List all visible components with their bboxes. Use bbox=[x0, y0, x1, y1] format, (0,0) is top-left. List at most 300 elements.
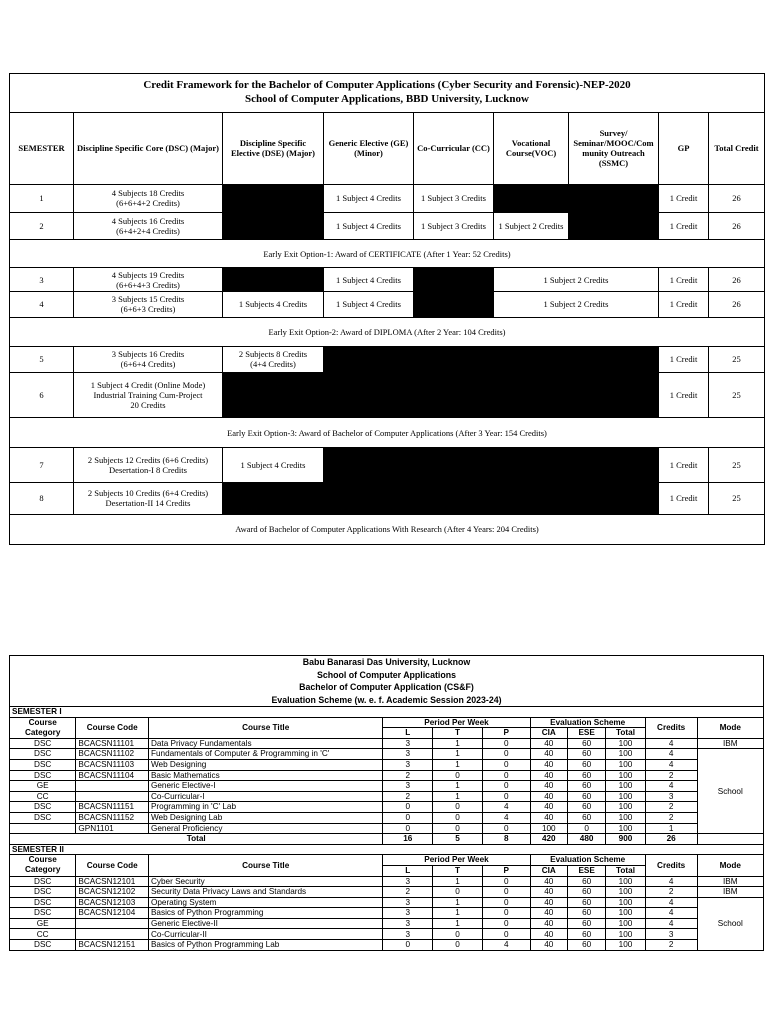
dsc-cell bbox=[74, 346, 223, 372]
dsc-line: Desertation-II 14 Credits bbox=[105, 498, 191, 509]
period-l: 3 bbox=[383, 908, 433, 919]
framework-row bbox=[10, 292, 765, 317]
period-p: 0 bbox=[482, 876, 530, 887]
course-row bbox=[10, 770, 764, 781]
dsc-cell bbox=[74, 292, 223, 317]
exit-option-2: Early Exit Option-2: Award of DIPLOMA (After 2 Year: 104 Credits) bbox=[10, 317, 765, 346]
period-p: 0 bbox=[482, 918, 530, 929]
course-mode: IBM bbox=[697, 738, 763, 749]
col-course-title: Course Title bbox=[148, 855, 382, 876]
course-title: Programming in 'C' Lab bbox=[148, 802, 382, 813]
total-cell: 26 bbox=[709, 212, 765, 239]
eval-total: 100 bbox=[606, 940, 645, 951]
col-course-code: Course Code bbox=[76, 855, 149, 876]
eval-total: 100 bbox=[606, 897, 645, 908]
scheme-title-line3: Bachelor of Computer Application (CS&F) bbox=[299, 682, 474, 692]
semester-number: 6 bbox=[10, 372, 74, 417]
col-mode: Mode bbox=[697, 717, 763, 738]
period-l: 0 bbox=[383, 802, 433, 813]
blank-cell bbox=[223, 482, 659, 514]
period-t: 1 bbox=[433, 897, 483, 908]
total-credits: 26 bbox=[645, 834, 697, 845]
credit-framework-table bbox=[9, 73, 765, 545]
semester-label-filler bbox=[148, 707, 763, 718]
course-row bbox=[10, 791, 764, 802]
total-p: 8 bbox=[482, 834, 530, 845]
course-code bbox=[76, 791, 149, 802]
eval-ese: 60 bbox=[567, 887, 605, 898]
course-title: Fundamentals of Computer & Programming in 'C' bbox=[148, 749, 382, 760]
course-credits: 2 bbox=[645, 887, 697, 898]
dsc-line: 4 Subjects 16 Credits bbox=[111, 215, 185, 226]
voc-cell: 1 Subject 2 Credits bbox=[494, 212, 569, 239]
dsc-line: Desertation-I 8 Credits bbox=[109, 464, 187, 475]
period-l: 3 bbox=[383, 781, 433, 792]
course-code: BCACSN11151 bbox=[76, 802, 149, 813]
semester-1-total-label: Total bbox=[10, 834, 383, 845]
period-p: 0 bbox=[482, 929, 530, 940]
eval-cia: 40 bbox=[530, 887, 567, 898]
course-code: BCACSN12103 bbox=[76, 897, 149, 908]
period-l: 3 bbox=[383, 929, 433, 940]
dsc-line: 20 Credits bbox=[130, 399, 166, 410]
dse-line: 2 Subjects 8 Credits bbox=[238, 349, 308, 360]
period-t: 0 bbox=[433, 812, 483, 823]
period-p: 4 bbox=[482, 812, 530, 823]
semester-number: 8 bbox=[10, 482, 74, 514]
framework-row bbox=[10, 448, 765, 482]
dsc-line: 2 Subjects 10 Credits (6+4 Credits) bbox=[87, 488, 209, 499]
dsc-line: Industrial Training Cum-Project bbox=[93, 389, 203, 400]
course-category: DSC bbox=[10, 749, 76, 760]
course-row bbox=[10, 897, 764, 908]
course-credits: 4 bbox=[645, 876, 697, 887]
eval-cia: 100 bbox=[530, 823, 567, 834]
header-semester: SEMESTER bbox=[10, 113, 74, 184]
course-category: DSC bbox=[10, 887, 76, 898]
eval-total: 100 bbox=[606, 791, 645, 802]
course-title: Basic Mathematics bbox=[148, 770, 382, 781]
course-code: BCACSN12104 bbox=[76, 908, 149, 919]
eval-cia: 40 bbox=[530, 929, 567, 940]
period-l: 0 bbox=[383, 940, 433, 951]
header-ssmc: Survey/ Seminar/MOOC/Com munity Outreach (SSMC) bbox=[569, 113, 659, 184]
course-category: DSC bbox=[10, 908, 76, 919]
cc-cell: 1 Subject 3 Credits bbox=[414, 212, 494, 239]
eval-cia: 40 bbox=[530, 738, 567, 749]
col-cia: CIA bbox=[530, 865, 567, 876]
course-code: BCACSN11152 bbox=[76, 812, 149, 823]
col-t: T bbox=[433, 728, 483, 739]
course-row bbox=[10, 802, 764, 813]
eval-total: 100 bbox=[606, 876, 645, 887]
framework-row bbox=[10, 184, 765, 212]
gp-cell: 1 Credit bbox=[659, 292, 709, 317]
scheme-title-line4: Evaluation Scheme (w. e. f. Academic Session 2023-24) bbox=[271, 694, 502, 705]
blank-cell bbox=[223, 268, 324, 292]
total-cell: 26 bbox=[709, 292, 765, 317]
col-course-category: Course Category bbox=[10, 717, 76, 738]
period-t: 1 bbox=[433, 738, 483, 749]
dsc-cell bbox=[74, 212, 223, 239]
semester-2-label: SEMESTER II bbox=[10, 844, 149, 855]
period-l: 0 bbox=[383, 823, 433, 834]
period-l: 3 bbox=[383, 918, 433, 929]
semester-number: 1 bbox=[10, 184, 74, 212]
total-ese: 480 bbox=[567, 834, 605, 845]
course-category: DSC bbox=[10, 738, 76, 749]
course-row bbox=[10, 908, 764, 919]
course-title: Web Designing bbox=[148, 759, 382, 770]
header-ge: Generic Elective (GE) (Minor) bbox=[324, 113, 414, 184]
course-category: DSC bbox=[10, 876, 76, 887]
gp-cell: 1 Credit bbox=[659, 184, 709, 212]
total-total: 900 bbox=[606, 834, 645, 845]
col-ese: ESE bbox=[567, 865, 605, 876]
blank-cell bbox=[494, 184, 659, 212]
course-title: Operating System bbox=[148, 897, 382, 908]
framework-title-line2: School of Computer Applications, BBD University, Lucknow bbox=[244, 93, 529, 106]
period-t: 0 bbox=[433, 929, 483, 940]
period-t: 1 bbox=[433, 749, 483, 760]
total-cell: 25 bbox=[709, 448, 765, 482]
course-row bbox=[10, 940, 764, 951]
eval-ese: 60 bbox=[567, 908, 605, 919]
total-mode bbox=[697, 834, 763, 845]
period-p: 0 bbox=[482, 759, 530, 770]
course-row bbox=[10, 738, 764, 749]
period-t: 1 bbox=[433, 876, 483, 887]
eval-cia: 40 bbox=[530, 749, 567, 760]
course-credits: 1 bbox=[645, 823, 697, 834]
period-t: 1 bbox=[433, 791, 483, 802]
exit-option-3: Early Exit Option-3: Award of Bachelor of Computer Applications (After 3 Year: 154 Credits) bbox=[10, 418, 765, 448]
dsc-line: (6+4+2+4 Credits) bbox=[116, 225, 180, 236]
dsc-cell bbox=[74, 268, 223, 292]
course-category: DSC bbox=[10, 802, 76, 813]
blank-cell bbox=[414, 268, 494, 317]
framework-row bbox=[10, 212, 765, 239]
framework-row bbox=[10, 482, 765, 514]
course-credits: 2 bbox=[645, 770, 697, 781]
period-t: 0 bbox=[433, 887, 483, 898]
total-cell: 25 bbox=[709, 482, 765, 514]
course-row bbox=[10, 781, 764, 792]
period-l: 3 bbox=[383, 759, 433, 770]
course-title: Generic Elective-I bbox=[148, 781, 382, 792]
col-mode: Mode bbox=[697, 855, 763, 876]
period-t: 1 bbox=[433, 781, 483, 792]
eval-ese: 60 bbox=[567, 929, 605, 940]
period-p: 0 bbox=[482, 897, 530, 908]
dsc-cell bbox=[74, 372, 223, 417]
course-code: GPN1101 bbox=[76, 823, 149, 834]
semester-2-rows bbox=[10, 876, 764, 950]
eval-total: 100 bbox=[606, 918, 645, 929]
eval-ese: 60 bbox=[567, 781, 605, 792]
course-code: BCACSN12102 bbox=[76, 887, 149, 898]
course-code bbox=[76, 918, 149, 929]
course-category: CC bbox=[10, 929, 76, 940]
course-code: BCACSN12101 bbox=[76, 876, 149, 887]
course-credits: 4 bbox=[645, 918, 697, 929]
semester-1-rows bbox=[10, 738, 764, 833]
course-title: Basics of Python Programming bbox=[148, 908, 382, 919]
eval-total: 100 bbox=[606, 812, 645, 823]
voc-cell: 1 Subject 2 Credits bbox=[494, 292, 659, 317]
eval-cia: 40 bbox=[530, 940, 567, 951]
col-evaluation-scheme: Evaluation Scheme bbox=[530, 855, 645, 866]
course-category: DSC bbox=[10, 770, 76, 781]
semester-number: 4 bbox=[10, 292, 74, 317]
eval-ese: 60 bbox=[567, 770, 605, 781]
gp-cell: 1 Credit bbox=[659, 268, 709, 292]
course-row bbox=[10, 823, 764, 834]
course-code: BCACSN11101 bbox=[76, 738, 149, 749]
course-code bbox=[76, 929, 149, 940]
course-row bbox=[10, 929, 764, 940]
course-mode-group: School bbox=[697, 897, 763, 950]
scheme-title bbox=[10, 656, 764, 707]
header-dse: Discipline Specific Elective (DSE) (Major) bbox=[223, 113, 324, 184]
total-l: 16 bbox=[383, 834, 433, 845]
total-cell: 26 bbox=[709, 268, 765, 292]
dsc-line: 1 Subject 4 Credit (Online Mode) bbox=[90, 379, 206, 390]
course-mode: IBM bbox=[697, 876, 763, 887]
course-code: BCACSN11103 bbox=[76, 759, 149, 770]
course-category: DSC bbox=[10, 897, 76, 908]
period-t: 1 bbox=[433, 759, 483, 770]
eval-ese: 60 bbox=[567, 897, 605, 908]
course-category bbox=[10, 823, 76, 834]
total-cell: 26 bbox=[709, 184, 765, 212]
period-p: 4 bbox=[482, 802, 530, 813]
blank-cell bbox=[324, 448, 659, 482]
eval-cia: 40 bbox=[530, 802, 567, 813]
gp-cell: 1 Credit bbox=[659, 448, 709, 482]
dsc-line: 4 Subjects 18 Credits bbox=[111, 188, 185, 199]
eval-ese: 60 bbox=[567, 918, 605, 929]
dsc-line: 2 Subjects 12 Credits (6+6 Credits) bbox=[87, 454, 209, 465]
col-evaluation-scheme: Evaluation Scheme bbox=[530, 717, 645, 728]
header-gp: GP bbox=[659, 113, 709, 184]
blank-cell bbox=[223, 184, 324, 212]
course-title: Data Privacy Fundamentals bbox=[148, 738, 382, 749]
course-credits: 4 bbox=[645, 759, 697, 770]
col-period-per-week: Period Per Week bbox=[383, 855, 530, 866]
framework-title bbox=[10, 74, 765, 113]
period-l: 3 bbox=[383, 738, 433, 749]
eval-cia: 40 bbox=[530, 791, 567, 802]
header-total-credit: Total Credit bbox=[709, 113, 765, 184]
framework-row bbox=[10, 346, 765, 372]
dsc-cell bbox=[74, 184, 223, 212]
course-mode: IBM bbox=[697, 887, 763, 898]
gp-cell: 1 Credit bbox=[659, 372, 709, 417]
col-period-per-week: Period Per Week bbox=[383, 717, 530, 728]
col-total: Total bbox=[606, 728, 645, 739]
eval-cia: 40 bbox=[530, 781, 567, 792]
course-credits: 4 bbox=[645, 781, 697, 792]
eval-total: 100 bbox=[606, 781, 645, 792]
total-cia: 420 bbox=[530, 834, 567, 845]
scheme-title-line1: Babu Banarasi Das University, Lucknow bbox=[302, 657, 471, 667]
eval-total: 100 bbox=[606, 887, 645, 898]
course-credits: 4 bbox=[645, 897, 697, 908]
period-p: 0 bbox=[482, 823, 530, 834]
course-credits: 4 bbox=[645, 908, 697, 919]
course-credits: 2 bbox=[645, 940, 697, 951]
eval-cia: 40 bbox=[530, 908, 567, 919]
period-p: 0 bbox=[482, 791, 530, 802]
cc-cell: 1 Subject 3 Credits bbox=[414, 184, 494, 212]
col-l: L bbox=[383, 865, 433, 876]
eval-ese: 60 bbox=[567, 791, 605, 802]
period-t: 0 bbox=[433, 823, 483, 834]
blank-cell bbox=[223, 212, 324, 239]
period-l: 3 bbox=[383, 876, 433, 887]
eval-ese: 60 bbox=[567, 738, 605, 749]
eval-total: 100 bbox=[606, 749, 645, 760]
dse-cell: 1 Subjects 4 Credits bbox=[223, 292, 324, 317]
framework-title-line1: Credit Framework for the Bachelor of Computer Applications (Cyber Security and Forensic)-NEP-2020 bbox=[143, 79, 631, 92]
dse-line: (4+4 Credits) bbox=[250, 359, 296, 370]
course-row bbox=[10, 876, 764, 887]
col-course-category: Course Category bbox=[10, 855, 76, 876]
col-l: L bbox=[383, 728, 433, 739]
course-title: Co-Curricular-I bbox=[148, 791, 382, 802]
eval-ese: 60 bbox=[567, 876, 605, 887]
col-credits: Credits bbox=[645, 717, 697, 738]
period-l: 2 bbox=[383, 770, 433, 781]
dsc-line: (6+6+3 Credits) bbox=[120, 304, 176, 315]
dsc-cell bbox=[74, 482, 223, 514]
semester-number: 2 bbox=[10, 212, 74, 239]
course-title: Cyber Security bbox=[148, 876, 382, 887]
course-title: Basics of Python Programming Lab bbox=[148, 940, 382, 951]
dsc-line: 4 Subjects 19 Credits bbox=[111, 269, 185, 280]
course-credits: 2 bbox=[645, 802, 697, 813]
dsc-line: (6+6+4+2 Credits) bbox=[116, 198, 180, 209]
ge-cell: 1 Subject 4 Credits bbox=[324, 268, 414, 292]
total-cell: 25 bbox=[709, 372, 765, 417]
course-title: Security Data Privacy Laws and Standards bbox=[148, 887, 382, 898]
course-title: Web Designing Lab bbox=[148, 812, 382, 823]
eval-total: 100 bbox=[606, 802, 645, 813]
semester-number: 3 bbox=[10, 268, 74, 292]
semester-label-filler bbox=[148, 844, 763, 855]
course-title: Co-Curricular-II bbox=[148, 929, 382, 940]
scheme-title-line2: School of Computer Applications bbox=[317, 669, 456, 680]
voc-cell: 1 Subject 2 Credits bbox=[494, 268, 659, 292]
col-total: Total bbox=[606, 865, 645, 876]
course-category: DSC bbox=[10, 812, 76, 823]
period-p: 4 bbox=[482, 940, 530, 951]
dsc-line: (6+6+4 Credits) bbox=[120, 359, 176, 370]
eval-cia: 40 bbox=[530, 876, 567, 887]
course-code bbox=[76, 781, 149, 792]
period-l: 3 bbox=[383, 897, 433, 908]
eval-cia: 40 bbox=[530, 897, 567, 908]
period-p: 0 bbox=[482, 770, 530, 781]
course-mode-group: School bbox=[697, 749, 763, 834]
eval-ese: 60 bbox=[567, 812, 605, 823]
col-cia: CIA bbox=[530, 728, 567, 739]
eval-ese: 60 bbox=[567, 940, 605, 951]
period-l: 3 bbox=[383, 749, 433, 760]
evaluation-scheme-table bbox=[9, 655, 764, 951]
eval-ese: 0 bbox=[567, 823, 605, 834]
eval-total: 100 bbox=[606, 908, 645, 919]
period-p: 0 bbox=[482, 749, 530, 760]
course-credits: 3 bbox=[645, 791, 697, 802]
period-p: 0 bbox=[482, 781, 530, 792]
ge-cell: 1 Subject 4 Credits bbox=[324, 184, 414, 212]
col-p: P bbox=[482, 728, 530, 739]
ge-cell: 1 Subject 4 Credits bbox=[324, 212, 414, 239]
blank-cell bbox=[569, 212, 659, 239]
eval-total: 100 bbox=[606, 929, 645, 940]
eval-total: 100 bbox=[606, 770, 645, 781]
period-p: 0 bbox=[482, 738, 530, 749]
col-t: T bbox=[433, 865, 483, 876]
course-credits: 4 bbox=[645, 738, 697, 749]
course-row bbox=[10, 918, 764, 929]
eval-total: 100 bbox=[606, 738, 645, 749]
course-row bbox=[10, 887, 764, 898]
eval-cia: 40 bbox=[530, 812, 567, 823]
period-t: 0 bbox=[433, 770, 483, 781]
gp-cell: 1 Credit bbox=[659, 212, 709, 239]
semester-number: 5 bbox=[10, 346, 74, 372]
eval-ese: 60 bbox=[567, 802, 605, 813]
course-credits: 3 bbox=[645, 929, 697, 940]
period-l: 2 bbox=[383, 887, 433, 898]
course-code: BCACSN12151 bbox=[76, 940, 149, 951]
course-category: GE bbox=[10, 781, 76, 792]
period-t: 1 bbox=[433, 908, 483, 919]
dsc-cell bbox=[74, 448, 223, 482]
blank-cell bbox=[223, 372, 659, 417]
dse-cell: 1 Subject 4 Credits bbox=[223, 448, 324, 482]
eval-cia: 40 bbox=[530, 770, 567, 781]
ge-cell: 1 Subject 4 Credits bbox=[324, 292, 414, 317]
course-row bbox=[10, 759, 764, 770]
header-voc: Vocational Course(VOC) bbox=[494, 113, 569, 184]
course-category: DSC bbox=[10, 940, 76, 951]
eval-cia: 40 bbox=[530, 918, 567, 929]
course-category: GE bbox=[10, 918, 76, 929]
course-row bbox=[10, 749, 764, 760]
total-t: 5 bbox=[433, 834, 483, 845]
header-cc: Co-Curricular (CC) bbox=[414, 113, 494, 184]
semester-number: 7 bbox=[10, 448, 74, 482]
gp-cell: 1 Credit bbox=[659, 482, 709, 514]
course-row bbox=[10, 812, 764, 823]
period-t: 0 bbox=[433, 940, 483, 951]
dsc-line: 3 Subjects 15 Credits bbox=[111, 294, 185, 305]
eval-ese: 60 bbox=[567, 749, 605, 760]
award-research: Award of Bachelor of Computer Applications With Research (After 4 Years: 204 Credits) bbox=[10, 514, 765, 544]
course-title: General Proficiency bbox=[148, 823, 382, 834]
dsc-line: 3 Subjects 16 Credits bbox=[111, 349, 185, 360]
course-code: BCACSN11104 bbox=[76, 770, 149, 781]
semester-1-label: SEMESTER I bbox=[10, 707, 149, 718]
col-course-code: Course Code bbox=[76, 717, 149, 738]
course-credits: 2 bbox=[645, 812, 697, 823]
gp-cell: 1 Credit bbox=[659, 346, 709, 372]
framework-row bbox=[10, 268, 765, 292]
